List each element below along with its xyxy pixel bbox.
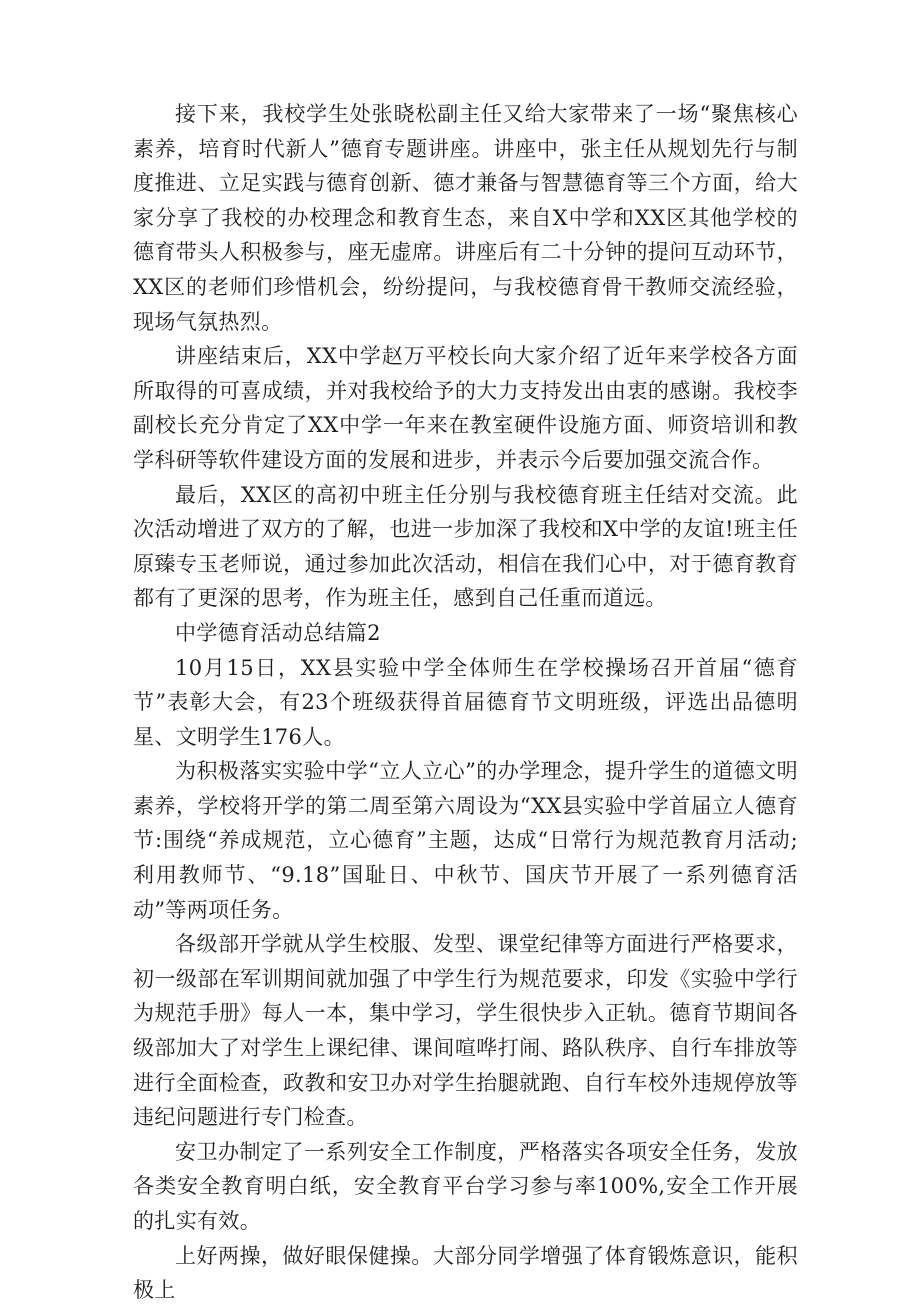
paragraph-commendation-meeting: 10月15日，XX县实验中学全体师生在学校操场召开首届“德育节”表彰大会，有23个班级获得首届德育节文明班级，评选出品德明星、文明学生176人。	[133, 655, 798, 749]
paragraph-discipline-checks: 各级部开学就从学生校服、发型、课堂纪律等方面进行严格要求，初一级部在军训期间就加强了中学生行为规范要求，印发《实验中学行为规范手册》每人一本，集中学习，学生很快步入正轨。德育节期间各级部加大了对学生上课纪律、课间喧哗打闹、路队秩序、自行车排放等进行全面检查，政教和安卫办对学生抬腿就跑、自行车校外违规停放等违纪问题进行专门检查。	[133, 932, 798, 1130]
paragraph-moral-festival: 为积极落实实验中学“立人立心”的办学理念，提升学生的道德文明素养，学校将开学的第二周至第六周设为“XX县实验中学首届立人德育节:围绕“养成规范，立心德育”主题，达成“日常行为规范教育月活动;利用教师节、“9.18”国耻日、中秋节、国庆节开展了一系列德育活动”等两项任务。	[133, 759, 798, 922]
paragraph-exercise: 上好两操，做好眼保健操。大部分同学增强了体育锻炼意识，能积极上	[133, 1243, 798, 1303]
paragraph-pairing-exchange: 最后，XX区的高初中班主任分别与我校德育班主任结对交流。此次活动增进了双方的了解，也进一步加深了我校和X中学的友谊!班主任原臻专玉老师说，通过参加此次活动，相信在我们心中，对于德育教育都有了更深的思考，作为班主任，感到自己任重而道远。	[133, 482, 798, 611]
paragraph-lecture: 接下来，我校学生处张晓松副主任又给大家带来了一场“聚焦核心素养，培育时代新人”德育专题讲座。讲座中，张主任从规划先行与制度推进、立足实践与德育创新、德才兼备与智慧德育等三个方面，给大家分享了我校的办校理念和教育生态，来自X中学和XX区其他学校的德育带头人积极参与，座无虚席。讲座后有二十分钟的提问互动环节，XX区的老师们珍惜机会，纷纷提问，与我校德育骨干教师交流经验，现场气氛热烈。	[133, 102, 798, 334]
paragraph-safety-work: 安卫办制定了一系列安全工作制度，严格落实各项安全任务，发放各类安全教育明白纸，安全教育平台学习参与率100%,安全工作开展的扎实有效。	[133, 1139, 798, 1233]
section-heading: 中学德育活动总结篇2	[175, 620, 381, 645]
document-body	[133, 97, 798, 1308]
paragraph-principal-speech: 讲座结束后，XX中学赵万平校长向大家介绍了近年来学校各方面所取得的可喜成绩，并对我校给予的大力支持发出由衷的感谢。我校李副校长充分肯定了XX中学一年来在教室硬件设施方面、师资培训和教学科研等软件建设方面的发展和进步，并表示今后要加强交流合作。	[133, 344, 798, 472]
